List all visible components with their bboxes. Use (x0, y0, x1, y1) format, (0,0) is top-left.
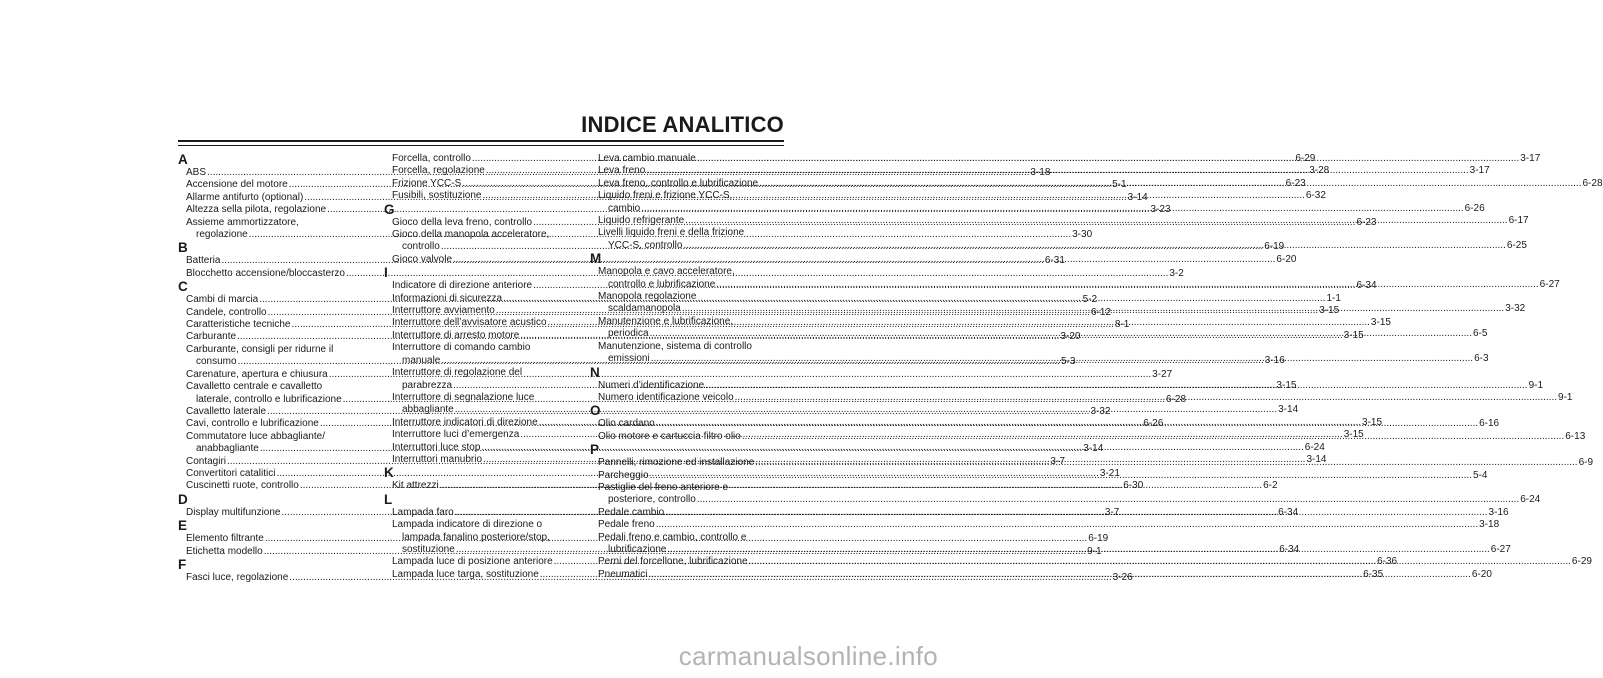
index-entry-text: Pneumatici (598, 568, 648, 580)
index-page-ref: 6-36 (1377, 556, 1398, 568)
index-entry-line: Pedali freno e cambio, controllo e (598, 531, 747, 543)
index-entry-text: Convertitori catalitici (186, 467, 276, 479)
index-page-ref: 6-30 (1123, 480, 1144, 492)
index-letter-heading: P (590, 442, 600, 458)
index-entry-text: Pannelli, rimozione ed installazione (598, 457, 755, 469)
index-page-ref: 8-1 (1114, 319, 1130, 331)
index-leader-dots (656, 418, 1478, 430)
index-page-ref: 6-27 (1539, 278, 1560, 290)
index-leader-dots (705, 380, 1527, 392)
index-letter-heading: N (590, 364, 600, 380)
index-entry-row (598, 519, 1500, 531)
index-page-ref: 9-1 (1087, 545, 1102, 557)
index-page-ref: 9-1 (1528, 379, 1544, 391)
index-entry-text: Elemento filtrante (186, 533, 264, 545)
index-page-ref: 3-17 (1520, 153, 1541, 164)
index-page-ref: 3-15 (1370, 317, 1391, 329)
index-leader-dots (455, 403, 1277, 419)
index-entry-text: Caratteristiche tecniche (186, 319, 291, 331)
index-page-ref: 3-7 (1104, 506, 1120, 518)
index-page-ref: 3-14 (1127, 191, 1148, 203)
header-rule-thin (178, 145, 784, 146)
index-leader-dots (749, 556, 1571, 568)
index-entry-text: laterale, controllo e lubrificazione (196, 393, 342, 405)
index-page-ref: 3-14 (1306, 453, 1327, 465)
index-leader-dots (651, 353, 1473, 365)
index-leader-dots (453, 251, 1275, 267)
index-page-ref: 3-15 (1362, 416, 1383, 428)
index-leader-dots (682, 303, 1504, 315)
index-page-ref: 9-1 (1558, 391, 1573, 403)
index-letter-heading: E (178, 518, 188, 534)
index-entry-line: Gioco della manopola acceleratore, (392, 229, 550, 241)
index-entry-text: consumo (196, 356, 237, 368)
index-letter-heading: C (178, 279, 188, 295)
index-entry-text: Informazioni di sicurezza (392, 292, 503, 304)
index-page-ref: 6-34 (1279, 543, 1300, 555)
index-entry-text: Contagiri (186, 455, 227, 467)
index-entry-text: Cuscinetti ruote, controllo (186, 480, 299, 492)
index-entry-text: posteriore, controllo (608, 494, 696, 506)
index-entry-text: Lampada luce di posizione anteriore (392, 556, 553, 568)
index-page-ref: 3-14 (1083, 443, 1104, 455)
index-entry-text: Numeri d’identificazione (598, 379, 705, 391)
index-leader-dots (683, 240, 1505, 252)
index-entry-line: Pastiglie del freno anteriore e (598, 481, 729, 493)
index-entry-text: Indicatore di direzione anteriore (392, 280, 533, 292)
index-page-ref: 6-9 (1578, 457, 1594, 469)
index-entry-text: Forcella, regolazione (392, 165, 485, 177)
index-entry-text: Perni del forcellone, lubrificazione (598, 556, 748, 568)
index-page-ref: 6-23 (1285, 177, 1306, 189)
index-page-ref: 6-2 (1263, 480, 1278, 492)
index-page-ref: 3-20 (1060, 331, 1081, 343)
index-leader-dots (650, 328, 1472, 340)
index-leader-dots (667, 544, 1489, 556)
index-entry-text: Interruttore indicatori di direzione (392, 416, 538, 428)
index-page-ref: 6-19 (1088, 533, 1109, 545)
index-page-ref: 5-2 (1082, 294, 1098, 306)
index-leader-dots (685, 215, 1507, 227)
index-entry-text: Frizione YCC-S (392, 177, 462, 189)
index-leader-dots (742, 431, 1564, 443)
index-page-ref: 3-30 (1072, 229, 1093, 241)
index-page-ref: 6-34 (1278, 506, 1299, 518)
index-page-ref: 3-15 (1276, 379, 1297, 391)
index-page-ref: 3-16 (1264, 354, 1285, 366)
index-leader-dots (648, 569, 1470, 581)
index-leader-dots (735, 392, 1557, 404)
index-page-ref: 6-17 (1508, 215, 1529, 227)
index-letter-heading: F (178, 556, 187, 572)
index-letter-heading: O (590, 403, 601, 419)
index-entry-text: Liquido refrigerante (598, 215, 685, 227)
index-leader-dots (650, 467, 1472, 482)
index-page-ref: 6-26 (1464, 202, 1485, 214)
index-entry-text: Parcheggio (598, 469, 649, 481)
index-entry-text: Interruttore luci d’emergenza (392, 429, 520, 441)
index-entry-text: Allarme antifurto (optional) (186, 191, 304, 203)
index-entry-text: controllo e lubrificazione (608, 278, 716, 290)
index-page-ref: 6-3 (1474, 353, 1489, 365)
index-entry-line: Livelli liquido freni e della frizione (598, 227, 745, 239)
index-entry-text: scaldamanopola (608, 303, 681, 315)
index-page-ref: 6-27 (1490, 543, 1511, 555)
index-entry-text: Lampada luce targa, sostituzione (392, 568, 539, 580)
index-page-ref: 6-26 (1143, 418, 1164, 430)
index-entry-text: emissioni (608, 353, 650, 365)
index-page-ref: 3-14 (1278, 404, 1299, 416)
index-entry-text: Interruttore di arresto motore (392, 329, 520, 341)
index-letter-heading: G (384, 201, 395, 217)
index-entry-text: YCC-S, controllo (608, 239, 683, 251)
index-entry-text: Olio cardano (598, 418, 655, 430)
index-page-ref: 3-17 (1469, 165, 1490, 177)
index-entry-text: Cavalletto laterale (186, 405, 267, 417)
index-entry-line: Manutenzione, sistema di controllo (598, 340, 752, 352)
index-page-ref: 3-15 (1319, 305, 1340, 317)
index-entry-line: Commutatore luce abbagliante/ (186, 430, 325, 442)
index-entry-text: lubrificazione (608, 543, 667, 555)
index-entry-text: manuale (402, 354, 441, 366)
index-entry-text: Lampada faro (392, 506, 454, 518)
index-page-ref: 3-18 (1030, 167, 1051, 178)
index-page-ref: 3-15 (1343, 429, 1364, 441)
index-entry-line: Interruttore di segnalazione luce (392, 391, 535, 403)
index-page-ref: 6-31 (1044, 255, 1065, 267)
index-letter-heading: D (178, 491, 188, 507)
index-leader-dots (697, 153, 1519, 165)
index-entry-text: regolazione (196, 229, 248, 241)
index-page-ref: 6-19 (1264, 241, 1285, 253)
index-entry-text: Carburante (186, 331, 237, 343)
index-entry-text: anabbagliante (196, 443, 259, 455)
index-entry-line: Cavalletto centrale e cavalletto (186, 381, 323, 393)
index-leader-dots (697, 494, 1519, 506)
index-page-ref: 3-21 (1099, 467, 1120, 479)
index-entry-line: Manutenzione e lubrificazione, (598, 315, 734, 327)
index-entry-text: Etichetta modello (186, 545, 263, 557)
index-entry-text: Leva freno (598, 165, 646, 177)
index-entry-text: Altezza sella pilota, regolazione (186, 204, 327, 216)
index-entry-text: Olio motore e cartuccia filtro olio (598, 430, 741, 442)
index-entry-text: Leva cambio manuale (598, 153, 696, 164)
index-entry-text: Cambi di marcia (186, 294, 259, 306)
index-entry-text: cambio (608, 202, 641, 214)
index-entry-text: Interruttore avviamento (392, 305, 495, 317)
index-page-ref: 6-12 (1091, 306, 1112, 318)
index-page-ref: 3-27 (1152, 368, 1173, 380)
index-entry-text: Forcella, controllo (392, 153, 471, 164)
index-page-ref: 6-29 (1295, 153, 1316, 164)
index-page-ref: 6-20 (1471, 568, 1492, 580)
index-entry-text: Accensione del motore (186, 179, 288, 191)
index-entry-line: Interruttore di regolazione del (392, 367, 523, 379)
index-entry-line: Manopola regolazione (598, 291, 697, 303)
index-page-ref: 3-23 (1150, 204, 1171, 216)
index-page-ref: 3-28 (1309, 165, 1330, 177)
index-entry-text: parabrezza (402, 379, 453, 391)
index-leader-dots (440, 480, 1262, 492)
index-page-ref: 6-24 (1520, 494, 1541, 506)
index-page-ref: 5-1 (1112, 179, 1127, 191)
index-entry-text: Interruttore dell’avvisatore acustico (392, 317, 547, 329)
index-entry-text: Carenature, apertura e chiusura (186, 368, 328, 380)
index-letter-heading: M (590, 251, 602, 267)
index-page-ref: 6-5 (1472, 328, 1488, 340)
index-page-ref: 3-15 (1343, 329, 1364, 341)
index-leader-dots (641, 203, 1463, 215)
index-entry-line: Assieme ammortizzatore, (186, 216, 299, 228)
index-leader-dots (646, 165, 1468, 177)
index-entry-line: Liquido freni e frizione YCC-S, (598, 190, 733, 202)
index-entry-text: Cavi, controllo e lubrificazione (186, 418, 319, 430)
index-entry-text: Leva freno, controllo e lubrificazione (598, 177, 759, 189)
index-entry-text: Fusibili, sostituzione (392, 190, 482, 202)
index-entry-text: Display multifunzione (186, 506, 281, 518)
index-leader-dots (665, 507, 1487, 519)
index-entry (590, 519, 1500, 531)
index-entry-text: Gioco valvole (392, 253, 453, 265)
index-entry-line: Manopola e cavo acceleratore, (598, 266, 735, 278)
index-entry-text: ABS (186, 167, 207, 178)
index-entry-text: Interruttori manubrio (392, 453, 483, 465)
index-entry-text: Pedale cambio (598, 506, 665, 518)
index-page-ref: 6-24 (1304, 441, 1325, 453)
index-entry-text: periodica (608, 328, 649, 340)
index-letter-heading: L (384, 491, 393, 507)
index-entry-text: Pedale freno (598, 519, 655, 531)
index-entry-row (598, 494, 1541, 506)
index-page-ref: 6-29 (1571, 556, 1592, 568)
index-entry-text: Candele, controllo (186, 306, 267, 318)
index-page-ref: 3-2 (1169, 267, 1184, 279)
index-page-ref: 3-32 (1505, 303, 1526, 315)
index-page-ref: 6-28 (1582, 177, 1603, 189)
index-entry-text: Gioco della leva freno, controllo (392, 216, 533, 228)
index-page-ref: 6-23 (1356, 216, 1377, 228)
index-page-ref: 6-28 (1166, 393, 1187, 405)
index-letter-heading: A (178, 152, 188, 167)
page-title: INDICE ANALITICO (581, 112, 784, 137)
index-entry-text: controllo (402, 241, 440, 253)
index-entry-text: Kit attrezzi (392, 480, 439, 492)
index-entry-text: abbagliante (402, 404, 454, 416)
index-leader-dots (716, 279, 1538, 291)
index-entry-text: Fasci luce, regolazione (186, 571, 289, 583)
index-entry-text: sostituzione (402, 543, 455, 555)
index-page-ref: 3-16 (1488, 506, 1509, 518)
index-page-ref: 5-3 (1060, 356, 1076, 368)
index-page-ref: 3-32 (1090, 405, 1111, 417)
index-entry-text: Blocchetto accensione/bloccasterzo (186, 267, 345, 279)
index-entry-text: Numero identificazione veicolo (598, 391, 734, 403)
index-page-ref: 5-4 (1472, 469, 1488, 481)
index-entry-text: Batteria (186, 255, 221, 267)
index-entry-line: Interruttore di comando cambio (392, 342, 531, 354)
index-page-ref: 6-35 (1363, 568, 1384, 580)
index-entry-line: lampada fanalino posteriore/stop, (402, 531, 550, 543)
index-leader-dots (755, 457, 1577, 469)
index-page-ref: 3-26 (1112, 571, 1133, 583)
header-rule-thick (178, 140, 784, 142)
index-entry-line: Lampada indicatore di direzione o (392, 519, 543, 531)
index-letter-heading: B (178, 240, 188, 256)
index-page-ref: 6-25 (1506, 239, 1527, 251)
index-page-ref: 6-13 (1565, 430, 1586, 442)
index-entry-text: Interruttori luce stop (392, 441, 481, 453)
index-page-ref: 6-34 (1356, 280, 1377, 292)
index-page-ref: 3-18 (1479, 519, 1500, 531)
index-page-ref: 6-16 (1479, 418, 1500, 430)
index-letter-heading: K (384, 465, 394, 481)
watermark: carmanualsonline.info (678, 641, 938, 671)
index-page-ref: 6-32 (1305, 190, 1326, 202)
index-leader-dots (656, 519, 1478, 531)
index-letter-heading: I (384, 265, 388, 281)
index-page-ref: 3-7 (1050, 455, 1065, 467)
index-page-ref: 6-20 (1276, 253, 1297, 265)
index-page-ref: 1-1 (1326, 292, 1341, 304)
index-entry-line: Carburante, consigli per ridurne il (186, 343, 334, 355)
index-leader-dots (759, 178, 1581, 190)
